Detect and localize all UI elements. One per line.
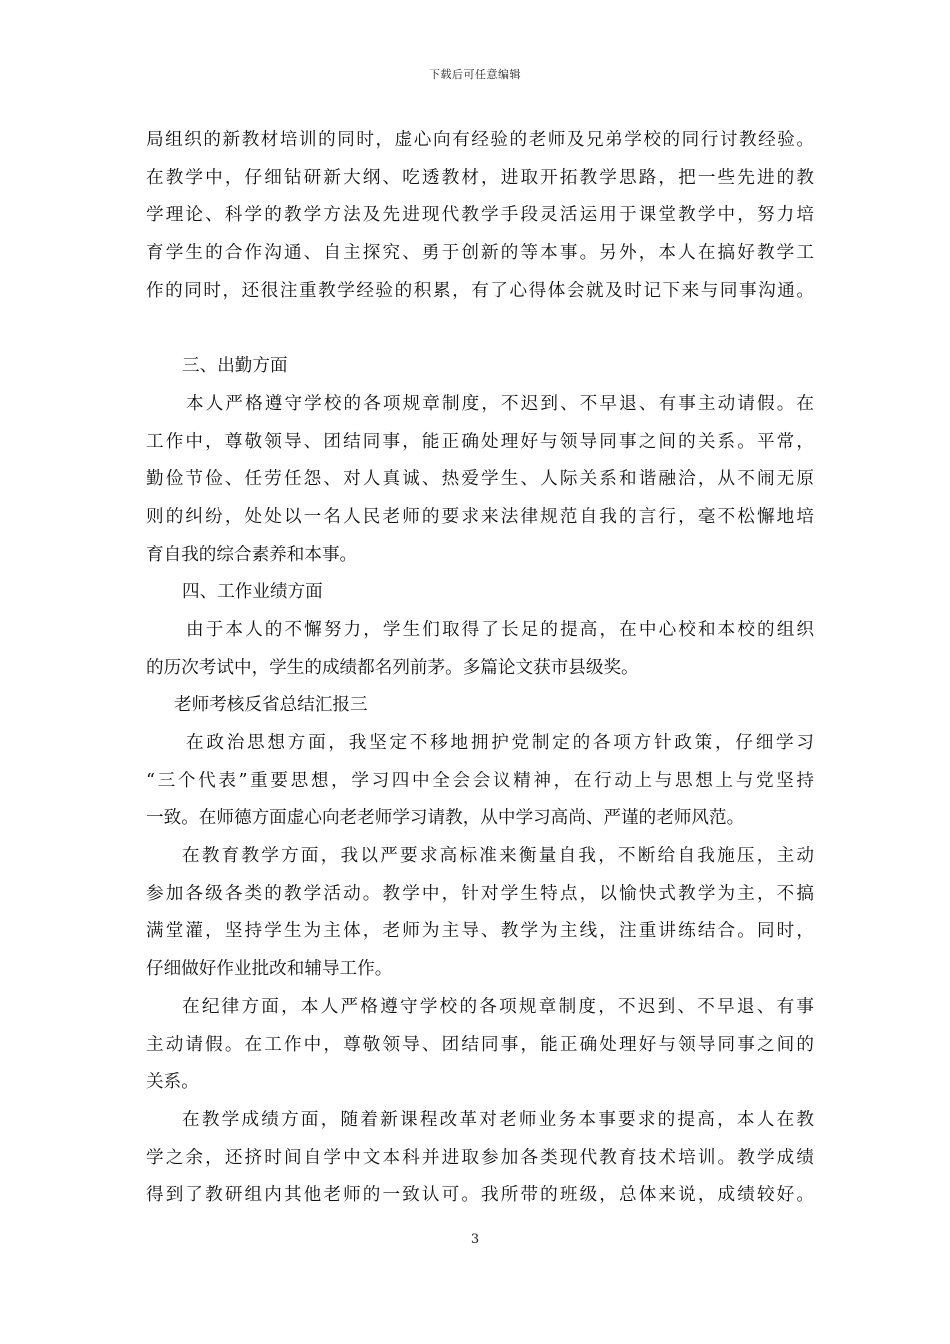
- report-title: 老师考核反省总结汇报三: [174, 695, 368, 716]
- text-line: “三个代表”重要思想，学习四中全会会议精神，在行动上与思想上与党坚持: [146, 770, 814, 791]
- section-heading: 三、出勤方面: [182, 356, 288, 377]
- text-line: 仔细做好作业批改和辅导工作。: [146, 959, 393, 980]
- document-body: [146, 122, 814, 1215]
- paragraph: [146, 1102, 814, 1215]
- paragraph: [146, 838, 814, 989]
- text-line: 在政治思想方面，我坚定不移地拥护党制定的各项方针政策，仔细学习: [186, 733, 814, 753]
- paragraph: [146, 122, 814, 310]
- text-line: 满堂灌，坚持学生为主体，老师为主导、教学为主线，注重讲练结合。同时，: [146, 921, 814, 942]
- section-heading: 四、工作业绩方面: [182, 582, 323, 603]
- page-number: 3: [470, 1232, 480, 1247]
- text-line: 工作中，尊敬领导、团结同事，能正确处理好与领导同事之间的关系。平常，: [146, 431, 814, 452]
- page-header: 下载后可任意编辑: [429, 68, 521, 81]
- text-line: 作的同时，还很注重教学经验的积累，有了心得体会就及时记下来与同事沟通。: [146, 280, 814, 301]
- text-line: 在教学成绩方面，随着新课程改革对老师业务本事要求的提高，本人在教: [182, 1109, 814, 1130]
- paragraph: [146, 725, 814, 838]
- paragraph: [146, 612, 814, 687]
- text-line: 在教学中，仔细钻研新大纲、吃透教材，进取开拓教学思路，把一些先进的教: [146, 167, 814, 188]
- text-line: 在教育教学方面，我以严要求高标准来衡量自我，不断给自我施压，主动: [182, 846, 814, 867]
- text-line: 由于本人的不懈努力，学生们取得了长足的提高，在中心校和本校的组织: [186, 619, 814, 640]
- paragraph: [146, 386, 814, 574]
- text-line: 关系。: [146, 1072, 199, 1093]
- text-line: 的历次考试中，学生的成绩都名列前茅。多篇论文获市县级奖。: [146, 657, 639, 678]
- text-line: 学理论、科学的教学方法及先进现代教学手段灵活运用于课堂教学中，努力培: [146, 205, 814, 226]
- text-line: 在纪律方面，本人严格遵守学校的各项规章制度，不迟到、不早退、有事: [182, 996, 814, 1017]
- text-line: 勤俭节俭、任劳任怨、对人真诚、热爱学生、人际关系和谐融洽，从不闹无原: [146, 469, 814, 490]
- text-line: 局组织的新教材培训的同时，虚心向有经验的老师及兄弟学校的同行讨教经验。: [146, 130, 814, 150]
- text-line: 一致。在师德方面虚心向老老师学习请教，从中学习高尚、严谨的老师风范。: [146, 808, 745, 829]
- text-line: 主动请假。在工作中，尊敬领导、团结同事，能正确处理好与领导同事之间的: [146, 1034, 814, 1055]
- text-line: 得到了教研组内其他老师的一致认可。我所带的班级，总体来说，成绩较好。: [146, 1185, 814, 1206]
- text-line: 育自我的综合素养和本事。: [146, 544, 358, 565]
- text-line: 育学生的合作沟通、自主探究、勇于创新的等本事。另外，本人在搞好教学工: [146, 243, 814, 264]
- text-line: 本人严格遵守学校的各项规章制度，不迟到、不早退、有事主动请假。在: [186, 393, 814, 414]
- text-line: 则的纠纷，处处以一名人民老师的要求来法律规范自我的言行，毫不松懈地培: [146, 506, 814, 527]
- blank-line: [146, 310, 814, 348]
- paragraph: [146, 989, 814, 1102]
- text-line: 参加各级各类的教学活动。教学中，针对学生特点，以愉快式教学为主，不搞: [146, 883, 814, 904]
- text-line: 学之余，还挤时间自学中文本科并进取参加各类现代教育技术培训。教学成绩: [146, 1147, 814, 1168]
